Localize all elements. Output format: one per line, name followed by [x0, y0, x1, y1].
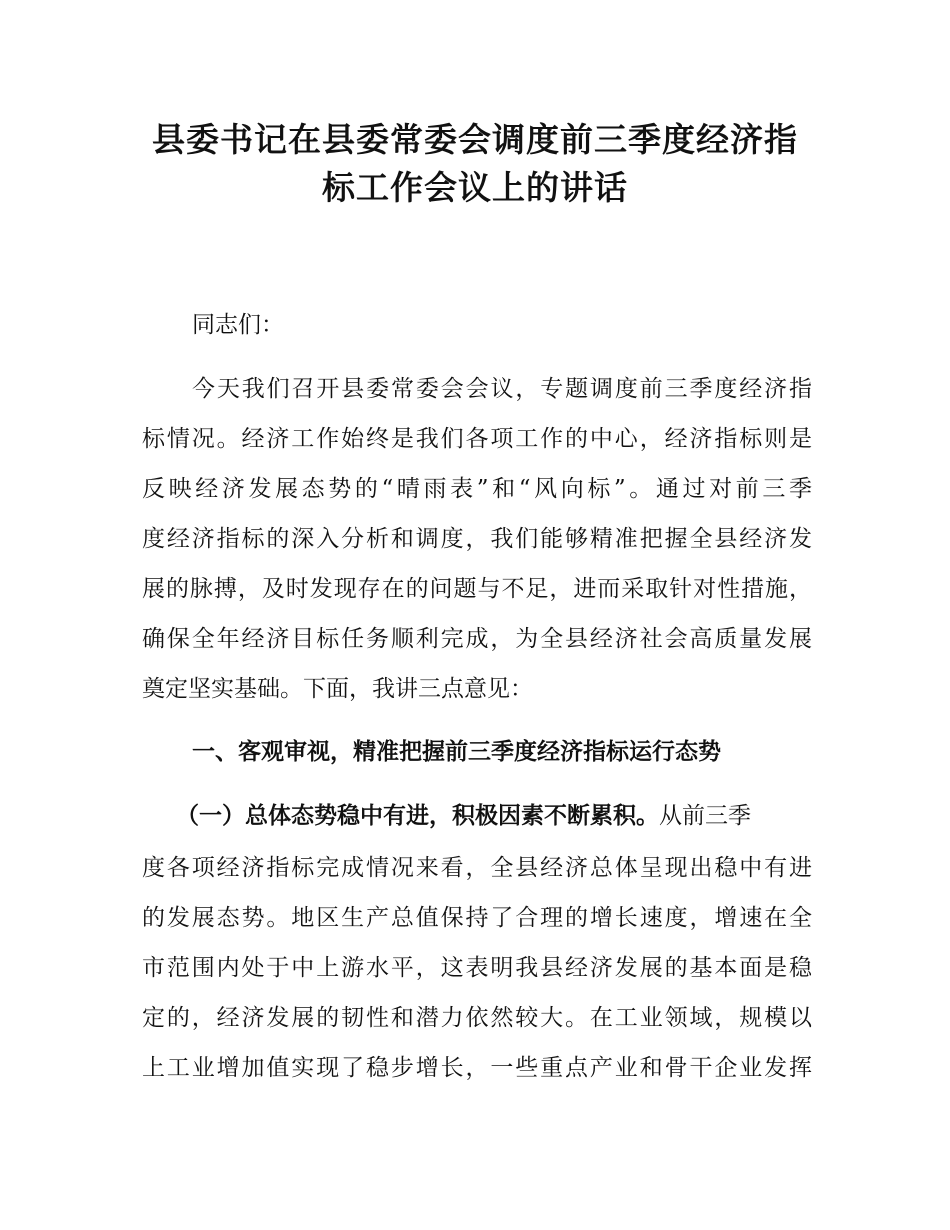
paragraph-1-line-6: 确保全年经济目标任务顺利完成，为全县经济社会高质量发展: [142, 626, 812, 652]
paragraph-1-line-2: 标情况。经济工作始终是我们各项工作的中心，经济指标则是: [142, 426, 812, 452]
subsection-1-lead-tail: 从前三季: [659, 803, 751, 829]
paragraph-1-line-5: 展的脉搏，及时发现存在的问题与不足，进而采取针对性措施，: [142, 576, 812, 602]
paragraph-2-line-3: 市范围内处于中上游水平，这表明我县经济发展的基本面是稳: [142, 955, 812, 981]
document-title-line-2: 标工作会议上的讲话: [322, 168, 628, 207]
salutation: 同志们：: [192, 312, 284, 338]
paragraph-2-line-1: 度各项经济指标完成情况来看，全县经济总体呈现出稳中有进: [142, 855, 812, 881]
subsection-1-first-line: [176, 801, 812, 831]
paragraph-1-line-3: 反映经济发展态势的“晴雨表”和“风向标”。通过对前三季: [142, 476, 812, 502]
document-title-line-1: 县委书记在县委常委会调度前三季度经济指: [152, 120, 798, 159]
paragraph-2-line-2: 的发展态势。地区生产总值保持了合理的增长速度，增速在全: [142, 905, 812, 931]
paragraph-1-line-4: 度经济指标的深入分析和调度，我们能够精准把握全县经济发: [142, 526, 812, 552]
paragraph-2-line-5: 上工业增加值实现了稳步增长，一些重点产业和骨干企业发挥: [142, 1055, 812, 1081]
paragraph-1-line-1: 今天我们召开县委常委会会议，专题调度前三季度经济指: [192, 376, 812, 402]
paragraph-2-line-4: 定的，经济发展的韧性和潜力依然较大。在工业领域，规模以: [142, 1005, 812, 1031]
paragraph-1-line-7: 奠定坚实基础。下面，我讲三点意见：: [142, 676, 533, 702]
subsection-1-heading: （一）总体态势稳中有进，积极因素不断累积。: [176, 803, 659, 829]
section-heading-1: 一、客观审视，精准把握前三季度经济指标运行态势: [192, 739, 721, 765]
